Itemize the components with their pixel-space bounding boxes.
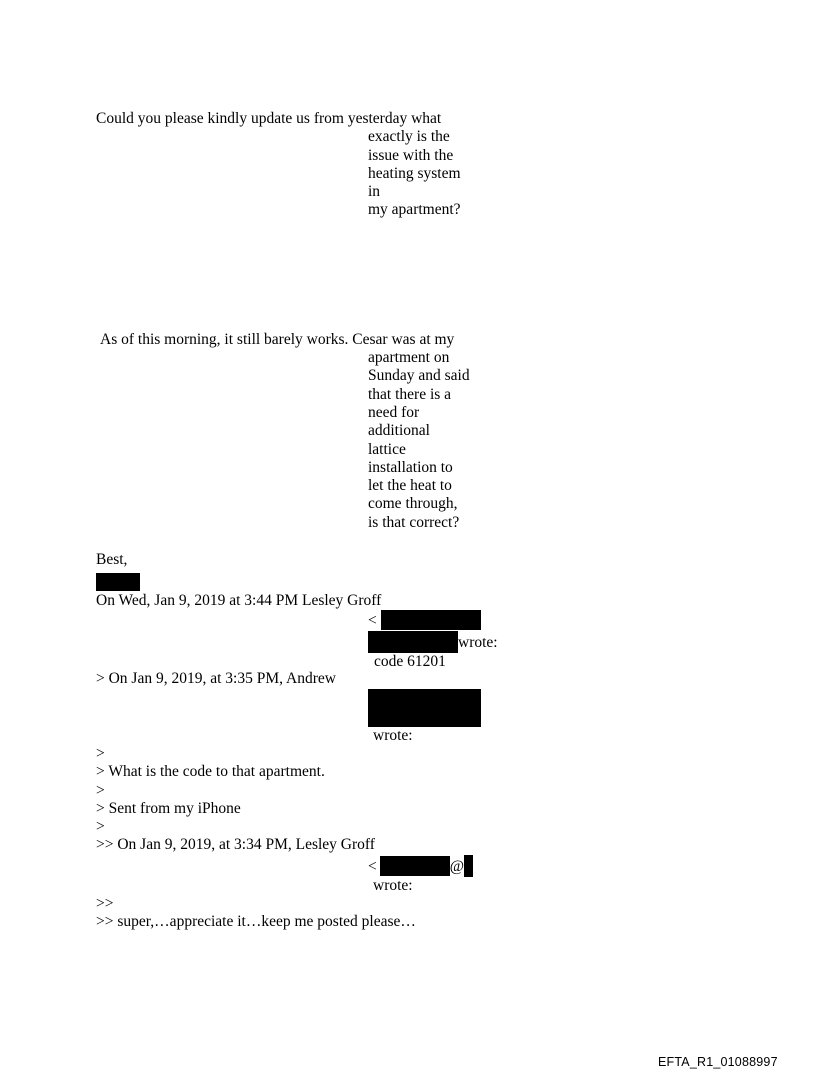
email-body (96, 110, 736, 591)
paragraph-2-wrapped (368, 349, 488, 532)
paragraph-1-line-5: in (368, 183, 381, 201)
quote-line-5: > (96, 818, 105, 836)
redaction-bar-signature (96, 573, 140, 591)
quote-line-4: > Sent from my iPhone (96, 799, 241, 817)
paragraph-1-line-4: heating system (368, 164, 461, 182)
signature-closing: Best, (96, 551, 128, 569)
paragraph-2-lead: As of this morning, it still barely works. Cesar was at my (100, 330, 455, 348)
bates-stamp: EFTA_R1_01088997 (658, 1055, 778, 1069)
quote-address-1 (368, 610, 528, 652)
paragraph-2-line-9: let the heat to (368, 477, 452, 495)
quoted-thread (96, 592, 756, 932)
paragraph-2-line-8: installation to (368, 458, 453, 476)
quote-address-3 (368, 855, 756, 877)
quote-header-3: >> On Jan 9, 2019, at 3:34 PM, Lesley Groff (96, 836, 375, 854)
paragraph-1-line-2: exactly is the (368, 128, 450, 146)
quote-wrote-3: wrote: (373, 876, 413, 894)
redaction-bar-address-2 (368, 689, 481, 727)
quote-wrote-2: wrote: (373, 726, 413, 744)
quote-header-1: On Wed, Jan 9, 2019 at 3:44 PM Lesley Groff (96, 592, 382, 609)
redaction-bar-address-3a (380, 856, 450, 876)
quote-header-2: > On Jan 9, 2019, at 3:35 PM, Andrew (96, 670, 336, 688)
signature-block (96, 551, 736, 591)
paragraph-2 (96, 331, 736, 532)
quote-address-1-open: < (368, 612, 377, 630)
paragraph-2-line-4: that there is a (368, 385, 452, 403)
paragraph-1-line-6: my apartment? (368, 201, 461, 219)
paragraph-2-line-5: need for (368, 403, 420, 421)
paragraph-2-line-7: lattice (368, 440, 406, 458)
quote-address-1-wrote: wrote: (458, 633, 498, 651)
paragraph-2-line-3: Sunday and said (368, 367, 470, 385)
quote-line-3: > (96, 781, 105, 799)
paragraph-1-wrapped (368, 128, 488, 219)
paragraph-1-lead: Could you please kindly update us from yesterday what (96, 110, 442, 127)
paragraph-1-line-3: issue with the (368, 146, 454, 164)
quote-line-1: > (96, 744, 105, 762)
quote-code-line: code 61201 (374, 652, 446, 670)
paragraph-1 (96, 110, 736, 220)
quote-tail-line-1: >> (96, 895, 114, 913)
paragraph-2-line-11: is that correct? (368, 513, 460, 531)
redaction-bar-address-1a (381, 610, 481, 630)
quote-line-2: > What is the code to that apartment. (96, 763, 325, 781)
paragraph-2-line-10: come through, (368, 495, 458, 513)
paragraph-2-line-2: apartment on (368, 349, 450, 367)
quote-address-3-open: < (368, 857, 377, 875)
quote-tail-line-2: >> super,…appreciate it…keep me posted please… (96, 913, 416, 931)
quote-address-3-at: @ (449, 857, 465, 875)
redaction-bar-address-1b (368, 631, 458, 653)
redaction-bar-address-3b (464, 855, 473, 877)
paragraph-2-line-6: additional (368, 422, 430, 440)
